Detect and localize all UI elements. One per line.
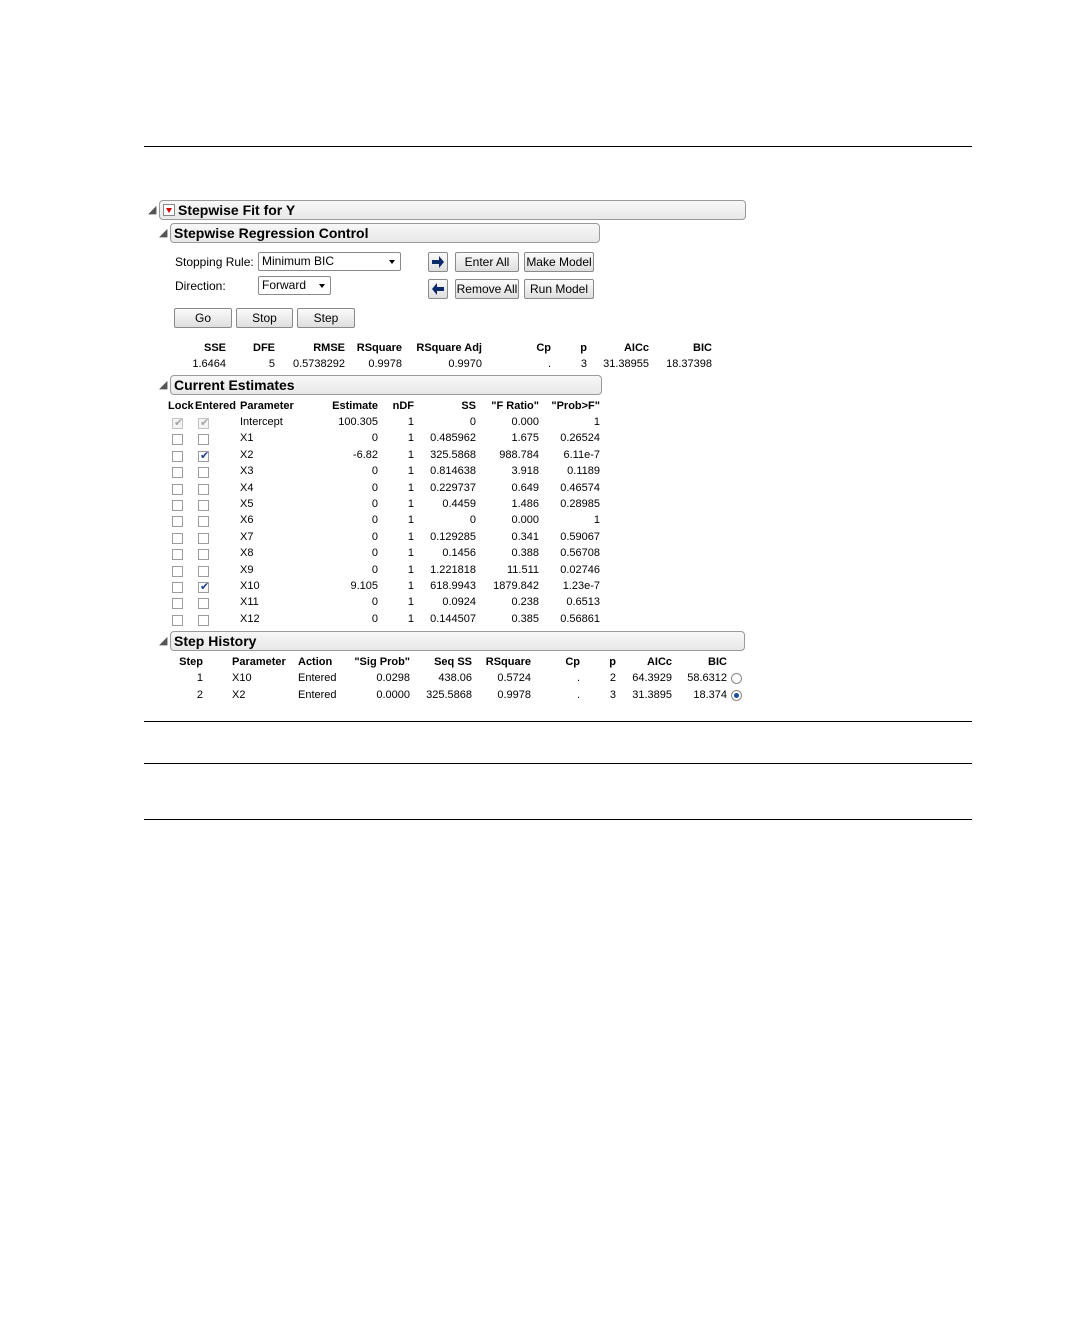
check-icon: ✔: [200, 449, 210, 462]
lock-checkbox: [172, 418, 183, 429]
estimates-param: X11: [240, 596, 259, 609]
disclosure-icon[interactable]: ◢: [148, 204, 157, 216]
estimates-fratio: 0.341: [511, 530, 539, 543]
summary-value: 0.9978: [368, 358, 402, 370]
remove-all-button[interactable]: Remove All: [455, 279, 519, 299]
direction-select[interactable]: [258, 276, 331, 295]
estimates-ndf: 1: [407, 547, 414, 560]
lock-checkbox[interactable]: [172, 484, 183, 495]
estimates-fratio: 0.000: [511, 514, 539, 527]
entered-checkbox[interactable]: [198, 467, 209, 478]
history-title: Step History: [174, 633, 257, 649]
estimates-title: Current Estimates: [174, 377, 295, 393]
history-col-header: Action: [298, 656, 333, 668]
estimates-param: X12: [240, 612, 260, 625]
rule-2: [144, 763, 972, 764]
estimates-ndf: 1: [407, 498, 414, 510]
control-title: Stepwise Regression Control: [174, 225, 369, 241]
make-model-button[interactable]: Make Model: [524, 252, 594, 272]
estimates-ndf: 1: [407, 514, 414, 527]
entered-checkbox[interactable]: [198, 598, 209, 609]
history-col-header: p: [609, 656, 616, 668]
estimates-estimate: 0: [371, 563, 378, 576]
history-rsq: 0.9978: [497, 688, 531, 701]
history-cp: .: [576, 688, 580, 701]
history-param: X10: [232, 672, 252, 684]
estimates-prob: 0.59067: [560, 530, 600, 543]
estimates-estimate: 0: [371, 530, 378, 543]
summary-value: 5: [268, 358, 275, 370]
history-seqss: 325.5868: [426, 688, 472, 701]
estimates-param: X4: [240, 481, 254, 494]
report-title: Stepwise Fit for Y: [178, 202, 296, 218]
history-col-header: Parameter: [232, 656, 286, 668]
history-step: 2: [196, 688, 203, 701]
history-step: 1: [196, 672, 203, 684]
estimates-col-header: nDF: [392, 400, 414, 412]
summary-header: DFE: [253, 342, 275, 354]
estimates-fratio: 0.385: [511, 612, 539, 625]
estimates-fratio: 1.486: [511, 498, 539, 510]
estimates-ss: 0.129285: [430, 530, 476, 543]
history-cp: .: [576, 672, 580, 684]
estimates-prob: 0.56861: [560, 612, 600, 625]
history-rsq: 0.5724: [497, 672, 531, 684]
estimates-estimate: 0: [371, 465, 378, 478]
history-col-header: AICc: [646, 656, 672, 668]
history-p: 2: [609, 672, 616, 684]
check-icon: ✔: [200, 581, 210, 593]
lock-checkbox[interactable]: [172, 500, 183, 511]
lock-checkbox[interactable]: [172, 582, 183, 593]
red-triangle-menu-icon[interactable]: [163, 204, 175, 216]
history-action: Entered: [298, 672, 337, 684]
summary-value: 3: [580, 358, 587, 370]
remove-step-button[interactable]: [428, 279, 448, 299]
estimates-fratio: 1.675: [511, 432, 539, 445]
rule-3: [144, 819, 972, 820]
entered-checkbox[interactable]: [198, 615, 209, 626]
estimates-col-header: "F Ratio": [491, 400, 539, 412]
estimates-ss: 0.1456: [442, 547, 476, 560]
disclosure-icon[interactable]: ◢: [159, 227, 168, 239]
estimates-ss: 0.485962: [430, 432, 476, 445]
estimates-ndf: 1: [407, 563, 414, 576]
estimates-col-header: "Prob>F": [551, 400, 600, 412]
lock-checkbox[interactable]: [172, 467, 183, 478]
estimates-ss: 1.221818: [430, 563, 476, 576]
enter-step-button[interactable]: [428, 252, 448, 272]
estimates-estimate: 9.105: [350, 580, 378, 592]
estimates-estimate: 0: [371, 498, 378, 510]
check-icon: ✔: [200, 417, 210, 429]
stopping-rule-value: Minimum BIC: [262, 254, 335, 268]
estimates-fratio: 0.000: [511, 416, 539, 428]
summary-value: 18.37398: [666, 358, 712, 370]
entered-checkbox[interactable]: [198, 582, 209, 593]
estimates-prob: 0.02746: [560, 563, 600, 576]
estimates-prob: 0.1189: [567, 465, 600, 478]
summary-header: RSquare Adj: [416, 342, 482, 354]
entered-checkbox[interactable]: [198, 451, 209, 462]
estimates-ss: 325.5868: [430, 448, 476, 461]
lock-checkbox[interactable]: [172, 451, 183, 462]
summary-value: .: [547, 358, 551, 370]
estimates-fratio: 988.784: [499, 448, 539, 461]
lock-checkbox[interactable]: [172, 598, 183, 609]
estimates-fratio: 1879.842: [493, 580, 539, 592]
estimates-prob: 0.56708: [560, 547, 600, 560]
estimates-ss: 0.229737: [430, 481, 476, 494]
estimates-prob: 1: [593, 416, 600, 428]
history-col-header: "Sig Prob": [354, 656, 410, 668]
lock-checkbox[interactable]: [172, 533, 183, 544]
lock-checkbox[interactable]: [172, 615, 183, 626]
estimates-prob: 6.11e-7: [563, 448, 600, 461]
estimates-prob: 0.26524: [560, 432, 600, 445]
lock-checkbox[interactable]: [172, 549, 183, 560]
history-bic: 18.374: [693, 688, 727, 701]
entered-checkbox[interactable]: [198, 500, 209, 511]
direction-value: Forward: [262, 278, 307, 292]
check-icon: ✔: [174, 417, 184, 429]
entered-checkbox[interactable]: [198, 549, 209, 560]
step-button[interactable]: Step: [297, 308, 355, 328]
estimates-param: X3: [240, 465, 254, 478]
summary-header: RSquare: [356, 342, 402, 354]
estimates-ndf: 1: [407, 432, 414, 445]
disclosure-icon[interactable]: ◢: [159, 635, 168, 647]
estimates-param: X9: [240, 563, 254, 576]
estimates-param: X5: [240, 498, 254, 510]
lock-checkbox[interactable]: [172, 516, 183, 527]
estimates-ndf: 1: [407, 530, 414, 543]
history-aicc: 64.3929: [632, 672, 672, 684]
estimates-estimate: 0: [371, 596, 378, 609]
estimates-ss: 0.0924: [442, 596, 476, 609]
estimates-ndf: 1: [407, 416, 414, 428]
estimates-param: X7: [240, 530, 254, 543]
history-aicc: 31.3895: [632, 688, 672, 701]
summary-header: Cp: [536, 342, 551, 354]
estimates-prob: 0.28985: [560, 498, 600, 510]
estimates-estimate: 0: [371, 432, 378, 445]
history-header[interactable]: [170, 631, 745, 651]
lock-checkbox[interactable]: [172, 566, 183, 577]
estimates-fratio: 0.649: [511, 481, 539, 494]
lock-checkbox[interactable]: [172, 434, 183, 445]
estimates-estimate: 0: [371, 514, 378, 527]
history-param: X2: [232, 688, 246, 701]
arrow-right-icon: [431, 255, 445, 269]
disclosure-icon[interactable]: ◢: [159, 379, 168, 391]
top-rule: [144, 146, 972, 147]
stepwise-report: [146, 198, 746, 704]
history-sig: 0.0000: [376, 688, 410, 701]
estimates-fratio: 0.238: [511, 596, 539, 609]
chevron-down-icon: [389, 260, 395, 264]
history-seqss: 438.06: [438, 672, 472, 684]
estimates-param: X8: [240, 547, 254, 560]
estimates-estimate: 0: [371, 612, 378, 625]
estimates-col-header: Entered: [195, 400, 236, 412]
rule-1: [144, 721, 972, 722]
control-header[interactable]: [170, 223, 600, 243]
run-model-button[interactable]: Run Model: [524, 279, 594, 299]
go-button[interactable]: Go: [174, 308, 232, 328]
estimates-header[interactable]: [170, 375, 602, 395]
estimates-ss: 0: [469, 416, 476, 428]
estimates-ss: 0.4459: [442, 498, 476, 510]
estimates-param: Intercept: [240, 416, 283, 428]
estimates-prob: 0.46574: [560, 481, 600, 494]
summary-header: p: [580, 342, 587, 354]
arrow-left-icon: [431, 282, 445, 296]
estimates-col-header: SS: [461, 400, 476, 412]
estimates-col-header: Parameter: [240, 400, 294, 412]
stopping-rule-select[interactable]: [258, 252, 401, 271]
report-title-bar: [159, 200, 746, 220]
estimates-prob: 0.6513: [566, 596, 600, 609]
stopping-rule-label: Stopping Rule:: [175, 255, 254, 269]
estimates-col-header: Lock: [168, 400, 194, 412]
entered-checkbox[interactable]: [198, 533, 209, 544]
entered-checkbox[interactable]: [198, 566, 209, 577]
estimates-ndf: 1: [407, 580, 414, 592]
entered-checkbox[interactable]: [198, 516, 209, 527]
step-radio-button[interactable]: [731, 690, 742, 701]
estimates-ndf: 1: [407, 481, 414, 494]
history-action: Entered: [298, 688, 337, 701]
entered-checkbox: [198, 418, 209, 429]
estimates-fratio: 3.918: [511, 465, 539, 478]
entered-checkbox[interactable]: [198, 434, 209, 445]
stop-button[interactable]: Stop: [236, 308, 293, 328]
estimates-ndf: 1: [407, 465, 414, 478]
summary-value: 0.9970: [448, 358, 482, 370]
entered-checkbox[interactable]: [198, 484, 209, 495]
step-radio-button[interactable]: [731, 673, 742, 684]
summary-value: 1.6464: [192, 358, 226, 370]
summary-header: SSE: [203, 342, 226, 354]
enter-all-button[interactable]: Enter All: [455, 252, 519, 272]
estimates-param: X6: [240, 514, 254, 527]
estimates-param: X1: [240, 432, 254, 445]
history-col-header: Step: [179, 656, 203, 668]
estimates-ss: 0: [469, 514, 476, 527]
estimates-fratio: 11.511: [506, 563, 539, 576]
estimates-col-header: Estimate: [332, 400, 378, 412]
summary-header: BIC: [693, 342, 712, 354]
estimates-estimate: 0: [371, 481, 378, 494]
estimates-ss: 0.144507: [430, 612, 476, 625]
history-bic: 58.6312: [687, 672, 727, 684]
estimates-param: X2: [240, 448, 254, 461]
summary-value: 31.38955: [603, 358, 649, 370]
history-col-header: Seq SS: [434, 656, 472, 668]
estimates-prob: 1: [593, 514, 600, 527]
history-col-header: RSquare: [485, 656, 531, 668]
chevron-down-icon: [319, 284, 325, 288]
history-col-header: Cp: [565, 656, 580, 668]
estimates-fratio: 0.388: [511, 547, 539, 560]
history-sig: 0.0298: [376, 672, 410, 684]
direction-label: Direction:: [175, 279, 226, 293]
history-col-header: BIC: [708, 656, 727, 668]
estimates-ss: 0.814638: [430, 465, 476, 478]
estimates-prob: 1.23e-7: [562, 580, 600, 592]
estimates-estimate: 0: [371, 547, 378, 560]
estimates-ndf: 1: [407, 596, 414, 609]
summary-header: RMSE: [313, 342, 345, 354]
estimates-ndf: 1: [407, 448, 414, 461]
estimates-ndf: 1: [407, 612, 414, 625]
estimates-estimate: 100.305: [338, 416, 378, 428]
estimates-estimate: -6.82: [352, 448, 378, 461]
estimates-param: X10: [240, 580, 260, 592]
estimates-ss: 618.9943: [430, 580, 476, 592]
summary-header: AICc: [623, 342, 649, 354]
summary-value: 0.5738292: [293, 358, 345, 370]
history-p: 3: [609, 688, 616, 701]
